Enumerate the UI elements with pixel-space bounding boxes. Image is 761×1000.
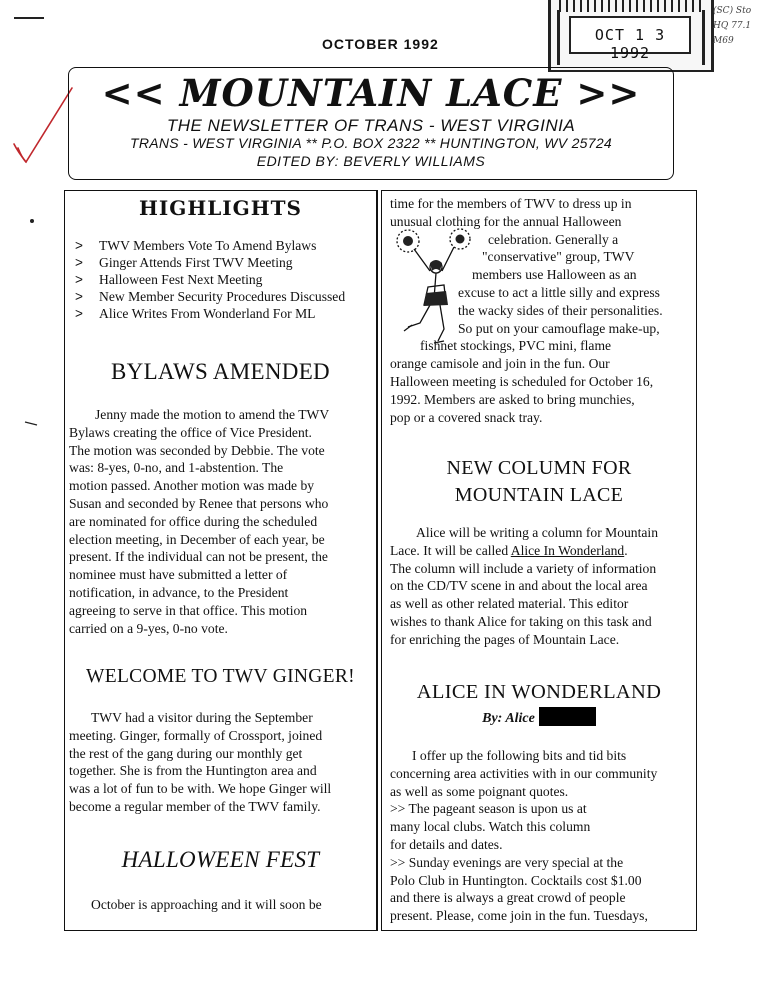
article-line: orange camisole and join in the fun. Our xyxy=(390,356,610,372)
stamp-date-box xyxy=(569,16,691,62)
stamp-date: OCT 1 3 1992 xyxy=(594,26,666,62)
alice-heading: ALICE IN WONDERLAND xyxy=(416,681,662,703)
article-line: nominee must have submitted a letter of xyxy=(69,567,288,583)
article-line: >> The pageant season is upon us at xyxy=(390,801,587,817)
article-line: for enriching the pages of Mountain Lace. xyxy=(390,631,620,647)
article-line: unusual clothing for the annual Halloween xyxy=(390,213,622,229)
highlight-text: New Member Security Procedures Discussed xyxy=(99,289,346,304)
hand-note: (SC) Sto xyxy=(713,6,752,16)
hand-note: HQ 77.1 xyxy=(713,21,752,31)
alice-byline xyxy=(382,707,696,727)
article-line: the rest of the gang during our monthly get xyxy=(69,745,303,761)
article-line: I offer up the following bits and tid bits xyxy=(412,748,627,763)
article-line: pop or a covered snack tray. xyxy=(390,409,543,425)
bylaws-heading: BYLAWS AMENDED xyxy=(111,359,330,384)
bylaws-article xyxy=(69,406,374,637)
column-divider xyxy=(377,190,378,931)
list-item xyxy=(75,237,345,254)
welcome-article xyxy=(69,709,374,816)
hand-note: M69 xyxy=(713,36,734,46)
received-stamp xyxy=(548,0,714,72)
halloween-article-cont xyxy=(390,195,690,426)
highlights-list xyxy=(75,237,345,322)
article-line: Jenny made the motion to amend the TWV xyxy=(95,407,330,422)
article-line: election meeting, in December of each year, be xyxy=(69,531,325,547)
article-line: excuse to act a little silly and express xyxy=(458,284,660,300)
list-item xyxy=(75,305,345,322)
article-line: time for the members of TWV to dress up in xyxy=(390,196,632,211)
article-line: as well as some poignant quotes. xyxy=(390,783,569,799)
article-line: for details and dates. xyxy=(390,836,503,852)
highlights-title: HIGHLIGHTS xyxy=(139,196,302,220)
article-line: celebration. Generally a xyxy=(488,231,619,247)
arrow-bullet-icon: > xyxy=(75,238,83,253)
new-column-heading xyxy=(382,457,696,507)
highlight-text: Ginger Attends First TWV Meeting xyxy=(99,255,293,270)
arrow-bullet-icon: > xyxy=(75,255,83,270)
newsletter-title xyxy=(69,71,673,115)
article-line: fishnet stockings, PVC mini, flame xyxy=(420,338,612,354)
article-line: Bylaws creating the office of Vice President. xyxy=(69,424,312,440)
issue-date: OCTOBER 1992 xyxy=(322,36,439,52)
article-line: notification, in advance, to the President xyxy=(69,584,289,600)
left-column xyxy=(64,190,377,931)
title-right-arrows: >> xyxy=(576,71,641,115)
article-line: was: 8-yes, 0-no, and 1-abstention. The xyxy=(69,460,284,476)
ink-blot xyxy=(30,219,34,223)
masthead xyxy=(68,67,674,180)
article-line: carried on a 9-yes, 0-no vote. xyxy=(69,620,228,636)
highlight-text: TWV Members Vote To Amend Bylaws xyxy=(99,238,317,253)
heading-line: MOUNTAIN LACE xyxy=(454,484,624,506)
article-line: The motion was seconded by Debbie. The vote xyxy=(69,442,325,458)
list-item xyxy=(75,254,345,271)
handwritten-notes xyxy=(713,4,751,49)
heading-line: NEW COLUMN FOR xyxy=(446,457,632,479)
article-line: together. She is from the Huntington area and xyxy=(69,763,317,779)
welcome-heading: WELCOME TO TWV GINGER! xyxy=(86,666,355,687)
article-line: Alice will be writing a column for Mountain xyxy=(416,525,658,540)
article-line xyxy=(390,542,690,560)
inline-text: Lace. It will be called xyxy=(390,542,511,558)
article-line: present. If the individual can not be present, the xyxy=(69,549,328,565)
newsletter-address: TRANS - WEST VIRGINIA ** P.O. BOX 2322 ** HUNTINGTON, WV 25724 xyxy=(129,135,613,151)
alice-article xyxy=(390,747,690,925)
stamp-edge-right xyxy=(702,10,705,65)
highlight-text: Alice Writes From Wonderland For ML xyxy=(99,306,316,321)
red-check-icon xyxy=(4,78,74,168)
article-line: agreeing to serve in that office. This motion xyxy=(69,602,308,618)
article-line: >> Sunday evenings are very special at the xyxy=(390,854,624,870)
article-line: was a lot of fun to be with. We hope Ginger will xyxy=(69,781,332,797)
arrow-bullet-icon: > xyxy=(75,272,83,287)
article-line: become a regular member of the TWV family. xyxy=(69,798,321,814)
stamp-bars xyxy=(559,0,703,12)
redaction-bar xyxy=(539,707,596,726)
halloween-heading: HALLOWEEN FEST xyxy=(121,847,320,872)
article-line: on the CD/TV scene in and about the local area xyxy=(390,578,648,594)
new-column-article xyxy=(390,524,690,649)
margin-tick-icon xyxy=(24,421,38,429)
right-column xyxy=(381,190,697,931)
article-line: wishes to thank Alice for taking on this task and xyxy=(390,613,652,629)
article-line: present. Please, come join in the fun. Tuesdays, xyxy=(390,908,648,924)
article-line: as well as other related material. This editor xyxy=(390,596,629,612)
byline-text: By: Alice xyxy=(482,711,535,726)
newsletter-editor: EDITED BY: BEVERLY WILLIAMS xyxy=(256,153,486,169)
article-line: "conservative" group, TWV xyxy=(482,249,635,265)
stamp-edge-left xyxy=(557,10,560,65)
title-text: MOUNTAIN LACE xyxy=(179,71,563,115)
article-line: members use Halloween as an xyxy=(472,267,637,283)
article-line: and there is always a great crowd of people xyxy=(390,890,626,906)
article-line: motion passed. Another motion was made by xyxy=(69,478,315,494)
inline-text: . xyxy=(624,542,628,558)
article-line: are nominated for office during the scheduled xyxy=(69,513,318,529)
article-line: concerning area activities with in our community xyxy=(390,765,658,781)
article-line: the wacky sides of their personalities. xyxy=(458,302,663,318)
newsletter-subtitle: THE NEWSLETTER OF TRANS - WEST VIRGINIA xyxy=(166,116,576,135)
arrow-bullet-icon: > xyxy=(75,289,83,304)
article-line: October is approaching and it will soon be xyxy=(91,897,322,912)
article-line: So put on your camouflage make-up, xyxy=(458,320,660,336)
article-line: Susan and seconded by Renee that persons who xyxy=(69,495,329,511)
list-item xyxy=(75,271,345,288)
article-line: TWV had a visitor during the September xyxy=(91,710,313,725)
column-name-link: Alice In Wonderland xyxy=(510,542,625,558)
article-line: The column will include a variety of information xyxy=(390,560,657,576)
halloween-article-start xyxy=(69,896,374,914)
list-item xyxy=(75,288,345,305)
highlight-text: Halloween Fest Next Meeting xyxy=(99,272,263,287)
article-line: 1992. Members are asked to bring munchies, xyxy=(390,391,635,407)
title-left-arrows: << xyxy=(101,71,166,115)
arrow-bullet-icon: > xyxy=(75,306,83,321)
article-line: meeting. Ginger, formally of Crossport, joined xyxy=(69,727,323,743)
article-line: Halloween meeting is scheduled for October 16, xyxy=(390,373,654,389)
article-line: Polo Club in Huntington. Cocktails cost $1.00 xyxy=(390,872,642,888)
article-line: many local clubs. Watch this column xyxy=(390,819,591,835)
pen-mark xyxy=(14,17,44,19)
